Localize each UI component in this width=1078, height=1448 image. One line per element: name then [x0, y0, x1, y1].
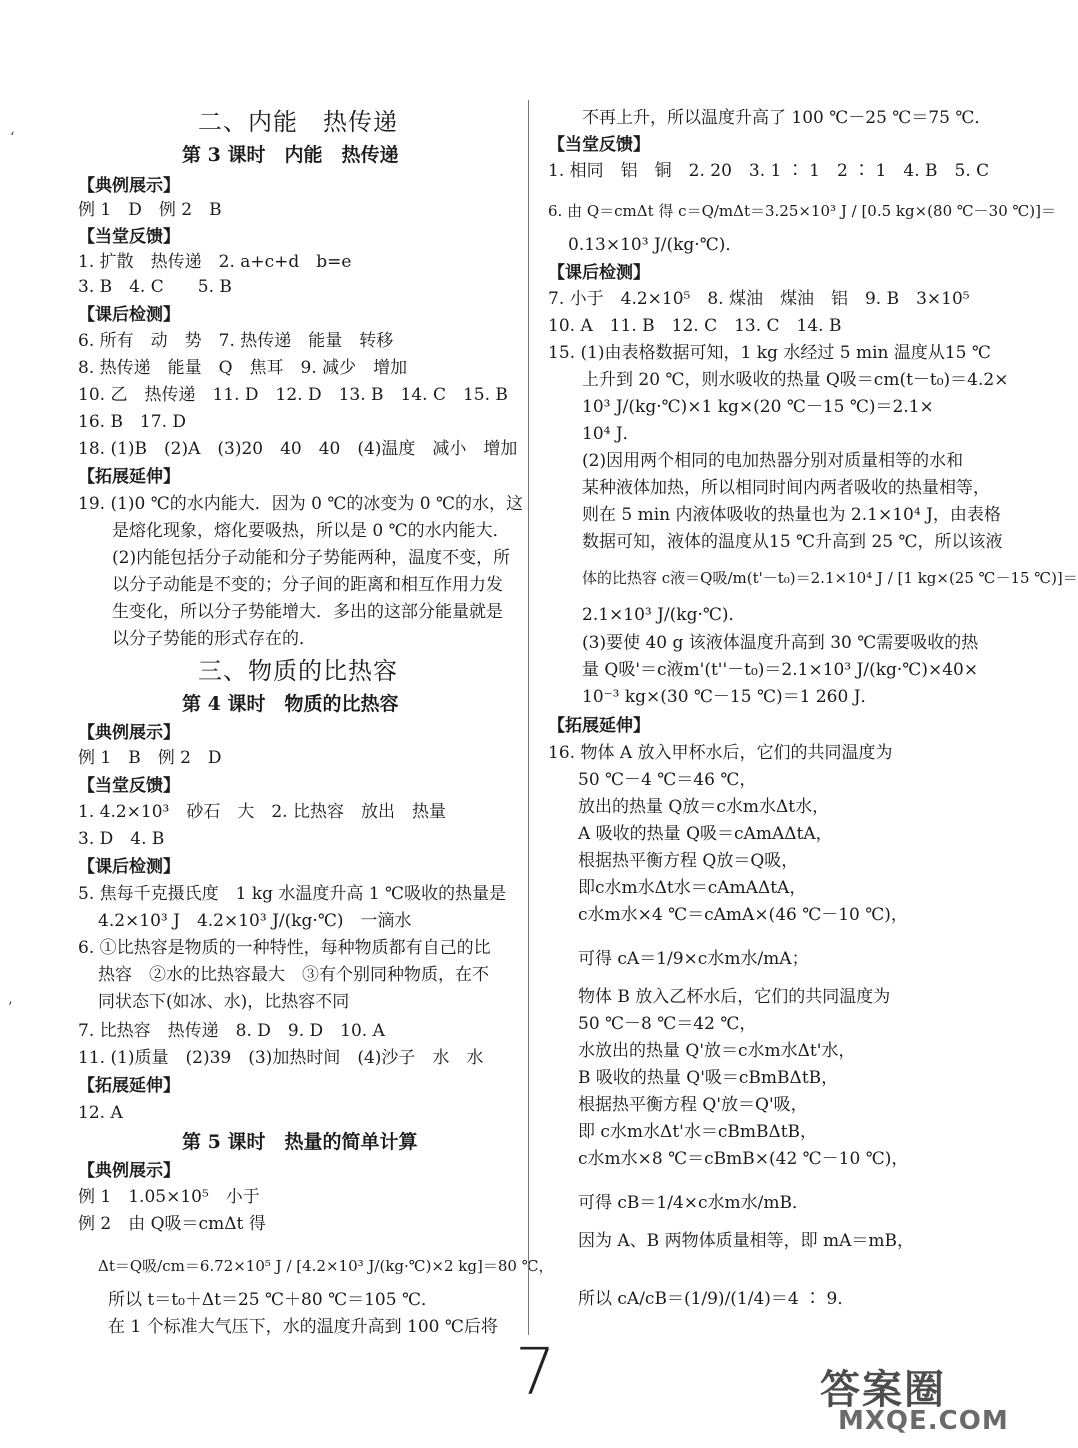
text-line: (3)要使 40 g 该液体温度升高到 30 ℃需要吸收的热: [582, 633, 979, 653]
text-line: 同状态下(如冰、水)，比热容不同: [98, 992, 350, 1012]
text-line: 3. D 4. B: [78, 829, 165, 849]
text-line: 15. (1)由表格数据可知，1 kg 水经过 5 min 温度从15 ℃: [548, 343, 991, 363]
text-line: A 吸收的热量 Q吸＝cAmAΔtA，: [578, 824, 833, 844]
text-line: 可得 cB＝1/4×c水m水/mB．: [578, 1193, 810, 1213]
section-label: 【拓展延伸】: [78, 467, 180, 487]
section-label: 【典例展示】: [78, 176, 180, 196]
text-line: c水m水×4 ℃＝cAmA×(46 ℃－10 ℃)，: [578, 905, 908, 925]
text-line: 水放出的热量 Q'放＝c水m水Δt'水，: [578, 1041, 856, 1061]
text-line: 体的比热容 c液＝Q吸/m(t'－t₀)＝2.1×10⁴ J / [1 kg×(25 ℃－15 ℃)]＝: [582, 569, 1078, 587]
text-line: 所以 t＝t₀＋Δt＝25 ℃＋80 ℃＝105 ℃．: [108, 1290, 438, 1310]
margin-mark: ’: [8, 1000, 13, 1016]
text-line: 11. (1)质量 (2)39 (3)加热时间 (4)沙子 水 水: [78, 1048, 484, 1068]
heading: 第 4 课时 物质的比热容: [182, 693, 399, 715]
text-line: 即 c水m水Δt'水＝cBmBΔtB，: [578, 1122, 818, 1142]
text-line: 在 1 个标准大气压下，水的温度升高到 100 ℃后将: [108, 1317, 498, 1337]
text-line: 6. 所有 动 势 7. 热传递 能量 转移: [78, 331, 394, 351]
text-line: 不再上升，所以温度升高了 100 ℃－25 ℃＝75 ℃．: [582, 108, 992, 128]
text-line: 可得 cA＝1/9×c水m水/mA；: [578, 949, 809, 969]
text-line: 8. 热传递 能量 Q 焦耳 9. 减少 增加: [78, 358, 408, 378]
text-line: 是熔化现象，熔化要吸热，所以是 0 ℃的水内能大．: [112, 521, 510, 541]
section-label: 【课后检测】: [78, 857, 180, 877]
section-label: 【当堂反馈】: [548, 135, 650, 155]
text-line: 50 ℃－4 ℃＝46 ℃，: [578, 770, 757, 790]
text-line: 热容 ②水的比热容最大 ③有个别同种物质，在不: [98, 965, 489, 985]
watermark-text: 答案圈: [820, 1367, 946, 1413]
heading: 三、物质的比热容: [198, 657, 398, 685]
text-line: 6. 由 Q＝cmΔt 得 c＝Q/mΔt＝3.25×10³ J / [0.5 kg×(80 ℃－30 ℃)]＝: [548, 202, 1057, 220]
watermark-url: MXQE.COM: [838, 1406, 1009, 1436]
text-line: 2.1×10³ J/(kg·℃)．: [582, 605, 746, 625]
text-line: 10⁴ J．: [582, 424, 640, 444]
text-line: 12. A: [78, 1103, 123, 1123]
text-line: (2)因用两个相同的电加热器分别对质量相等的水和: [582, 451, 964, 471]
text-line: 量 Q吸'＝c液m'(t''－t₀)＝2.1×10³ J/(kg·℃)×40×: [582, 660, 979, 680]
section-label: 【拓展延伸】: [78, 1076, 180, 1096]
text-line: 所以 cA/cB＝(1/9)/(1/4)＝4 ∶ 9．: [578, 1289, 855, 1309]
text-line: 6. ①比热容是物质的一种特性，每种物质都有自己的比: [78, 938, 491, 958]
text-line: 3. B 4. C 5. B: [78, 277, 232, 297]
text-line: B 吸收的热量 Q'吸＝cBmBΔtB，: [578, 1068, 839, 1088]
text-line: 则在 5 min 内液体吸收的热量也为 2.1×10⁴ J，由表格: [582, 505, 1001, 525]
text-line: (2)内能包括分子动能和分子势能两种，温度不变，所: [112, 548, 511, 568]
margin-mark: ‘: [10, 130, 15, 146]
text-line: 19. (1)0 ℃的水内能大．因为 0 ℃的冰变为 0 ℃的水，这: [78, 494, 524, 514]
text-line: Δt＝Q吸/cm＝6.72×10⁵ J / [4.2×10³ J/(kg·℃)×2 kg]＝80 ℃，: [98, 1257, 554, 1275]
section-label: 【当堂反馈】: [78, 227, 180, 247]
text-line: 例 1 1.05×10⁵ 小于: [78, 1187, 260, 1207]
text-line: 物体 B 放入乙杯水后，它们的共同温度为: [578, 987, 891, 1007]
section-label: 【典例展示】: [78, 1161, 180, 1181]
column-divider: [528, 100, 529, 1335]
text-line: 7. 比热容 热传递 8. D 9. D 10. A: [78, 1021, 385, 1041]
text-line: 7. 小于 4.2×10⁵ 8. 煤油 煤油 铝 9. B 3×10⁵: [548, 289, 970, 309]
section-label: 【拓展延伸】: [548, 716, 650, 736]
text-line: 16. 物体 A 放入甲杯水后，它们的共同温度为: [548, 743, 893, 763]
text-line: 例 2 由 Q吸＝cmΔt 得: [78, 1214, 266, 1234]
text-line: 根据热平衡方程 Q'放＝Q'吸，: [578, 1095, 808, 1115]
text-line: 10³ J/(kg·℃)×1 kg×(20 ℃－15 ℃)＝2.1×: [582, 397, 934, 417]
text-line: 16. B 17. D: [78, 412, 187, 432]
heading: 二、内能 热传递: [198, 108, 398, 136]
text-line: 18. (1)B (2)A (3)20 40 40 (4)温度 减小 增加: [78, 439, 518, 459]
text-line: 10⁻³ kg×(30 ℃－15 ℃)＝1 260 J．: [582, 687, 878, 707]
section-label: 【典例展示】: [78, 723, 180, 743]
text-line: 1. 扩散 热传递 2. a+c+d b=e: [78, 252, 352, 272]
text-line: 10. 乙 热传递 11. D 12. D 13. B 14. C 15. B: [78, 385, 508, 405]
heading: 第 3 课时 内能 热传递: [182, 144, 399, 166]
text-line: 因为 A、B 两物体质量相等，即 mA＝mB，: [578, 1231, 914, 1251]
text-line: 放出的热量 Q放＝c水m水Δt水，: [578, 797, 830, 817]
section-label: 【当堂反馈】: [78, 776, 180, 796]
section-label: 【课后检测】: [78, 305, 180, 325]
text-line: 例 1 B 例 2 D: [78, 748, 222, 768]
text-line: 1. 相同 铝 铜 2. 20 3. 1 ∶ 1 2 ∶ 1 4. B 5. C: [548, 161, 990, 181]
text-line: 某种液体加热，所以相同时间内两者吸收的热量相等，: [582, 478, 990, 498]
text-line: 4.2×10³ J 4.2×10³ J/(kg·℃) 一滴水: [98, 911, 412, 931]
text-line: 0.13×10³ J/(kg·℃)．: [568, 235, 743, 255]
text-line: 5. 焦每千克摄氏度 1 kg 水温度升高 1 ℃吸收的热量是: [78, 884, 507, 904]
page-number: 7: [515, 1336, 556, 1410]
text-line: 以分子动能是不变的；分子间的距离和相互作用力发: [112, 575, 503, 595]
text-line: 例 1 D 例 2 B: [78, 200, 222, 220]
text-line: 1. 4.2×10³ 砂石 大 2. 比热容 放出 热量: [78, 802, 446, 822]
heading: 第 5 课时 热量的简单计算: [182, 1131, 418, 1153]
text-line: 生变化，所以分子势能增大．多出的这部分能量就是: [112, 602, 503, 622]
text-line: 50 ℃－8 ℃＝42 ℃，: [578, 1014, 757, 1034]
section-label: 【课后检测】: [548, 263, 650, 283]
watermark-logo: [820, 1358, 1009, 1438]
text-line: 根据热平衡方程 Q放＝Q吸，: [578, 851, 799, 871]
text-line: 数据可知，液体的温度从15 ℃升高到 25 ℃，所以该液: [582, 532, 1003, 552]
text-line: 即c水m水Δt水＝cAmAΔtA，: [578, 878, 807, 898]
text-line: 上升到 20 ℃，则水吸收的热量 Q吸＝cm(t－t₀)＝4.2×: [582, 370, 1009, 390]
text-line: 以分子势能的形式存在的．: [112, 629, 316, 649]
text-line: 10. A 11. B 12. C 13. C 14. B: [548, 316, 842, 336]
text-line: c水m水×8 ℃＝cBmB×(42 ℃－10 ℃)，: [578, 1149, 909, 1169]
